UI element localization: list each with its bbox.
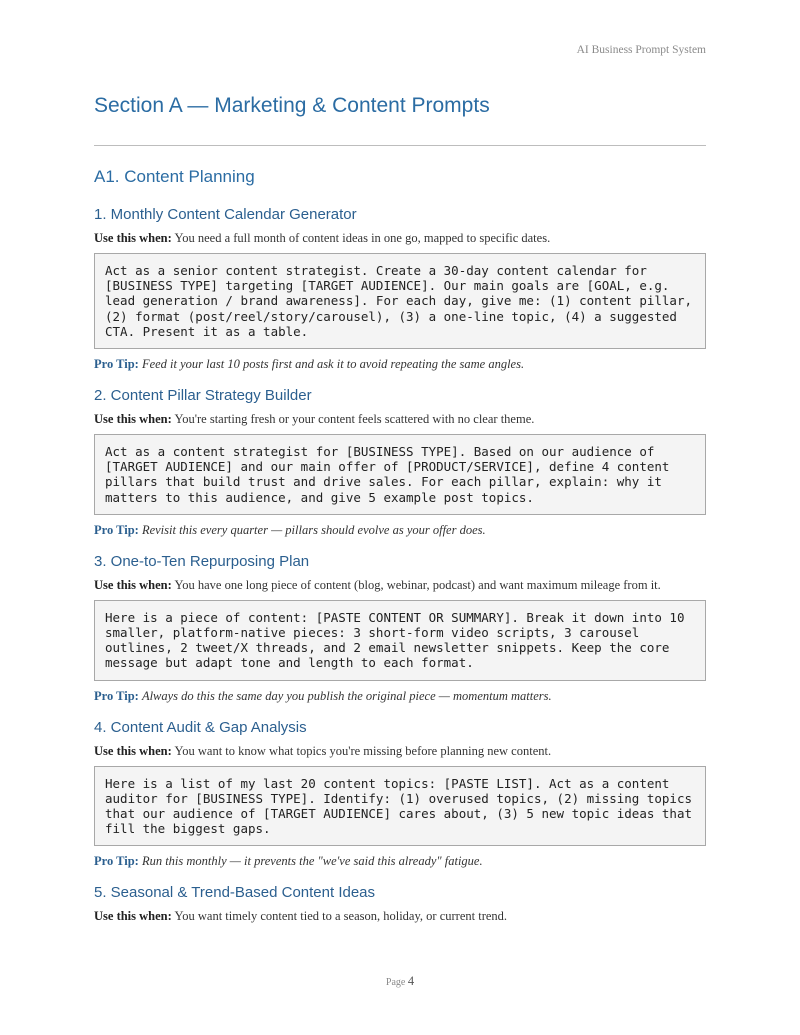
use-when-text: You want timely content tied to a season, holiday, or current trend. xyxy=(174,909,508,924)
prompt-card-1 xyxy=(94,205,706,372)
prompt-card-3 xyxy=(94,552,706,704)
prompt-title: 3. One-to-Ten Repurposing Plan xyxy=(94,552,310,570)
use-when-line xyxy=(94,908,706,924)
use-when-line xyxy=(94,411,706,427)
page-label: Page xyxy=(385,977,406,988)
page-footer xyxy=(0,974,800,989)
pro-tip-line xyxy=(94,522,706,538)
use-when-line xyxy=(94,743,706,759)
pro-tip-text: Run this monthly — it prevents the "we've said this already" fatigue. xyxy=(141,854,483,869)
use-when-label: Use this when: xyxy=(94,743,172,758)
pro-tip-label: Pro Tip: xyxy=(94,522,139,537)
prompt-title: 1. Monthly Content Calendar Generator xyxy=(94,206,357,223)
pro-tip-line xyxy=(94,688,706,704)
pro-tip-line xyxy=(94,853,706,869)
pro-tip-label: Pro Tip: xyxy=(94,854,139,869)
use-when-text: You have one long piece of content (blog, webinar, podcast) and want maximum mileage from it. xyxy=(174,577,661,592)
prompt-code-block[interactable]: Act as a content strategist for [BUSINESS TYPE]. Based on our audience of [TARGET AUDIENCE] and our main offer of [PRODUCT/SERVICE], define 4 content pillars that build trust and drive sales. For each pillar, explain: why it matters to this audience, and give 5 example post topics. xyxy=(94,434,706,515)
section-divider xyxy=(94,145,706,146)
running-header: AI Business Prompt System xyxy=(576,44,706,56)
use-when-text: You need a full month of content ideas in one go, mapped to specific dates. xyxy=(174,231,551,245)
prompt-card-2 xyxy=(94,386,706,538)
pro-tip-text: Revisit this every quarter — pillars should evolve as your offer does. xyxy=(141,522,486,537)
use-when-text: You want to know what topics you're missing before planning new content. xyxy=(174,743,552,758)
pro-tip-line xyxy=(94,356,706,372)
prompt-code-block[interactable]: Here is a list of my last 20 content topics: [PASTE LIST]. Act as a content auditor for [BUSINESS TYPE]. Identify: (1) overused topics, (2) missing topics that our audience of [TARGET AUDIENCE] cares about, (3) 5 new topic ideas that fill the biggest gaps. xyxy=(94,766,706,847)
prompt-title: 2. Content Pillar Strategy Builder xyxy=(94,387,312,405)
use-when-line xyxy=(94,230,706,246)
use-when-line xyxy=(94,577,706,593)
pro-tip-label: Pro Tip: xyxy=(94,357,139,372)
prompt-card-4 xyxy=(94,718,706,870)
prompt-title: 4. Content Audit & Gap Analysis xyxy=(94,718,307,736)
prompt-code-block[interactable]: Here is a piece of content: [PASTE CONTENT OR SUMMARY]. Break it down into 10 smaller, platform-native pieces: 3 short-form video scripts, 3 carousel outlines, 2 tweet/X threads, and 2 email newsletter snippets. Keep the core message but adapt tone and length to each format. xyxy=(94,600,706,681)
use-when-label: Use this when: xyxy=(94,231,172,245)
prompt-card-5 xyxy=(94,883,706,924)
prompt-code-block[interactable]: Act as a senior content strategist. Create a 30-day content calendar for [BUSINESS TYPE] targeting [TARGET AUDIENCE]. Our main goals are [GOAL, e.g. lead generation / brand awareness]. For each day, give me: (1) content pillar, (2) format (post/reel/story/carousel), (3) a one-line topic, (4) a suggested CTA. Present it as a table. xyxy=(94,253,706,349)
pro-tip-text: Feed it your last 10 posts first and ask it to avoid repeating the same angles. xyxy=(141,357,525,372)
subsection-title: A1. Content Planning xyxy=(94,167,255,186)
prompt-title: 5. Seasonal & Trend-Based Content Ideas xyxy=(94,884,376,902)
pro-tip-label: Pro Tip: xyxy=(94,688,139,703)
page-content xyxy=(94,91,706,924)
use-when-label: Use this when: xyxy=(94,909,172,924)
use-when-label: Use this when: xyxy=(94,412,172,427)
pro-tip-text: Always do this the same day you publish the original piece — momentum matters. xyxy=(141,688,552,703)
section-title: Section A — Marketing & Content Prompts xyxy=(94,94,490,117)
use-when-label: Use this when: xyxy=(94,577,172,592)
use-when-text: You're starting fresh or your content feels scattered with no clear theme. xyxy=(174,412,535,427)
page-number: 4 xyxy=(407,974,415,988)
